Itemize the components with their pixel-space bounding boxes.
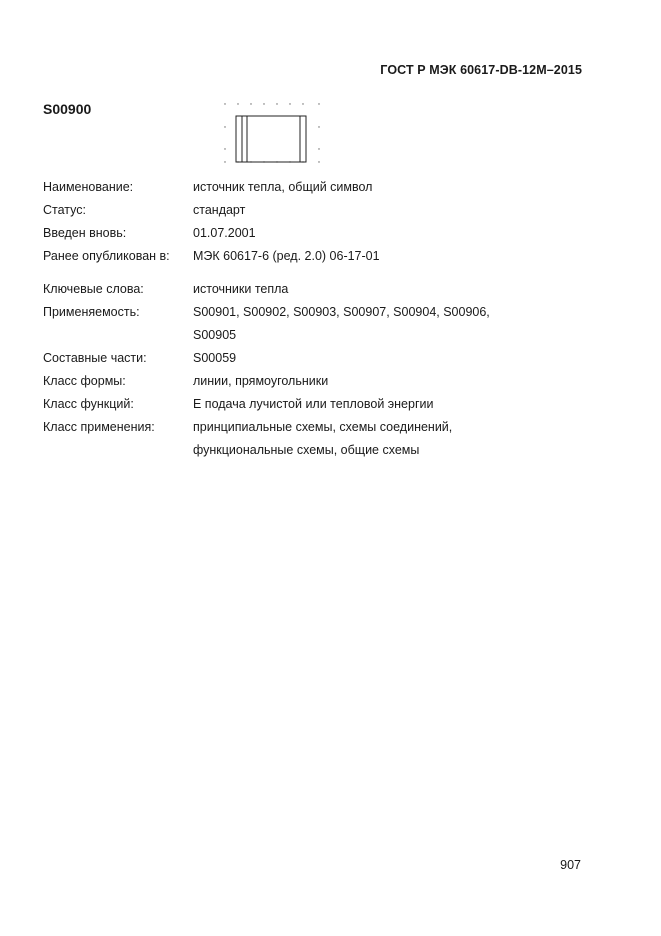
property-label: Статус:: [43, 203, 86, 217]
property-label: Наименование:: [43, 180, 134, 194]
property-row-application-class: [43, 416, 603, 462]
property-value: S00059: [193, 351, 237, 365]
heat-source-symbol-icon: [222, 100, 326, 166]
property-label: Применяемость:: [43, 305, 140, 319]
property-row-introduced: [43, 222, 603, 245]
document-code: ГОСТ Р МЭК 60617-DB-12M–2015: [380, 63, 582, 77]
property-label: Ранее опубликован в:: [43, 249, 170, 263]
property-label: Класс формы:: [43, 374, 126, 388]
property-row-components: [43, 347, 603, 370]
symbol-grid-dots: [224, 103, 319, 162]
property-value: стандарт: [193, 203, 246, 217]
property-value: 01.07.2001: [193, 226, 256, 240]
property-row-previously-published: [43, 245, 603, 268]
property-value: E подача лучистой или тепловой энергии: [193, 397, 434, 411]
property-row-applicability: [43, 301, 603, 347]
property-label: Составные части:: [43, 351, 147, 365]
property-label: Класс функций:: [43, 397, 134, 411]
property-value: источники тепла: [193, 282, 289, 296]
property-row-name: [43, 176, 603, 199]
property-value: источник тепла, общий символ: [193, 180, 373, 194]
property-label: Класс применения:: [43, 420, 155, 434]
page-number: 907: [560, 858, 581, 872]
property-value: МЭК 60617-6 (ред. 2.0) 06-17-01: [193, 249, 380, 263]
property-value: принципиальные схемы, схемы соединений, функциональные схемы, общие схемы: [193, 420, 453, 457]
property-row-function-class: [43, 393, 603, 416]
property-row-shape-class: [43, 370, 603, 393]
property-value: S00901, S00902, S00903, S00907, S00904, S00906, S00905: [193, 305, 490, 342]
property-row-keywords: [43, 278, 603, 301]
symbol-id: S00900: [43, 101, 92, 117]
property-label: Введен вновь:: [43, 226, 127, 240]
property-row-status: [43, 199, 603, 222]
properties-table: [43, 176, 603, 462]
property-value: линии, прямоугольники: [193, 374, 329, 388]
property-label: Ключевые слова:: [43, 282, 144, 296]
